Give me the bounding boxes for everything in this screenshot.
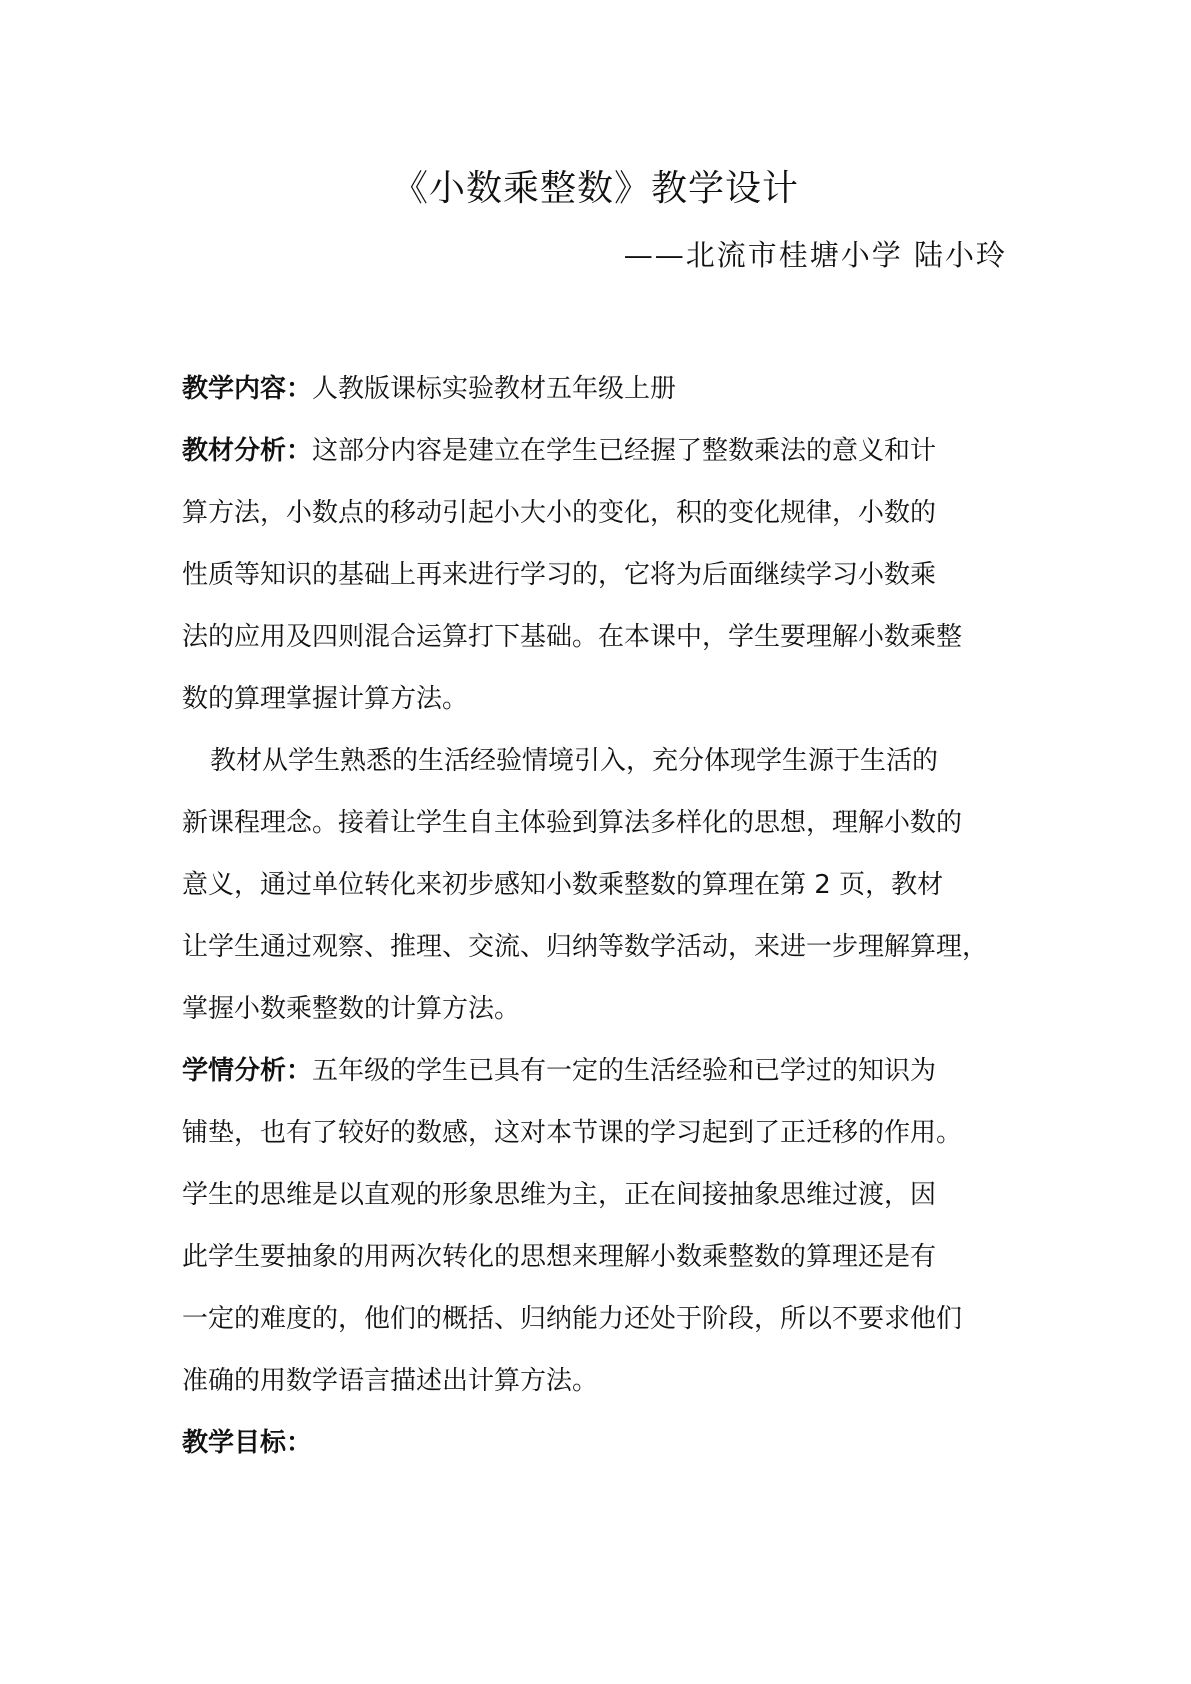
text-line: 学生的思维是以直观的形象思维为主，正在间接抽象思维过渡，因 [182, 1180, 937, 1210]
section-label: 教学内容： [182, 374, 313, 404]
section-student-analysis [182, 1040, 1042, 1412]
section-teaching-content [182, 358, 1042, 420]
text-line: 意义，通过单位转化来初步感知小数乘整数的算理在第 2 页，教材 [182, 870, 944, 900]
section-text: 人教版课标实验教材五年级上册 [312, 374, 677, 404]
text-line: 五年级的学生已具有一定的生活经验和已学过的知识为 [312, 1056, 937, 1086]
section-label: 教学目标： [182, 1428, 313, 1458]
text-line: 性质等知识的基础上再来进行学习的，它将为后面继续学习小数乘 [182, 560, 937, 590]
material-paragraph-2 [182, 730, 1042, 1040]
section-material-analysis [182, 420, 1042, 730]
text-line: 此学生要抽象的用两次转化的思想来理解小数乘整数的算理还是有 [182, 1242, 937, 1272]
section-label: 学情分析： [182, 1056, 313, 1086]
text-line: 新课程理念。接着让学生自主体验到算法多样化的思想，理解小数的 [182, 808, 963, 838]
section-label: 教材分析： [182, 436, 313, 466]
text-line: 这部分内容是建立在学生已经握了整数乘法的意义和计 [312, 436, 937, 466]
text-line: 掌握小数乘整数的计算方法。 [182, 994, 521, 1024]
text-line: 让学生通过观察、推理、交流、归纳等数学活动，来进一步理解算理， [182, 932, 989, 962]
section-teaching-goals [182, 1412, 1042, 1474]
text-line: 算方法，小数点的移动引起小大小的变化，积的变化规律，小数的 [182, 498, 937, 528]
author-line: ——北流市桂塘小学 陆小玲 [623, 238, 1007, 272]
text-line: 一定的难度的，他们的概括、归纳能力还处于阶段，所以不要求他们 [182, 1304, 963, 1334]
text-line: 铺垫，也有了较好的数感，这对本节课的学习起到了正迁移的作用。 [182, 1118, 963, 1148]
text-line: 法的应用及四则混合运算打下基础。在本课中，学生要理解小数乘整 [182, 622, 963, 652]
text-line: 准确的用数学语言描述出计算方法。 [182, 1366, 599, 1396]
text-line: 数的算理掌握计算方法。 [182, 684, 469, 714]
document-body [182, 358, 1042, 1474]
text-line: 教材从学生熟悉的生活经验情境引入，充分体现学生源于生活的 [210, 746, 939, 776]
document-title: 《小数乘整数》教学设计 [391, 168, 799, 209]
